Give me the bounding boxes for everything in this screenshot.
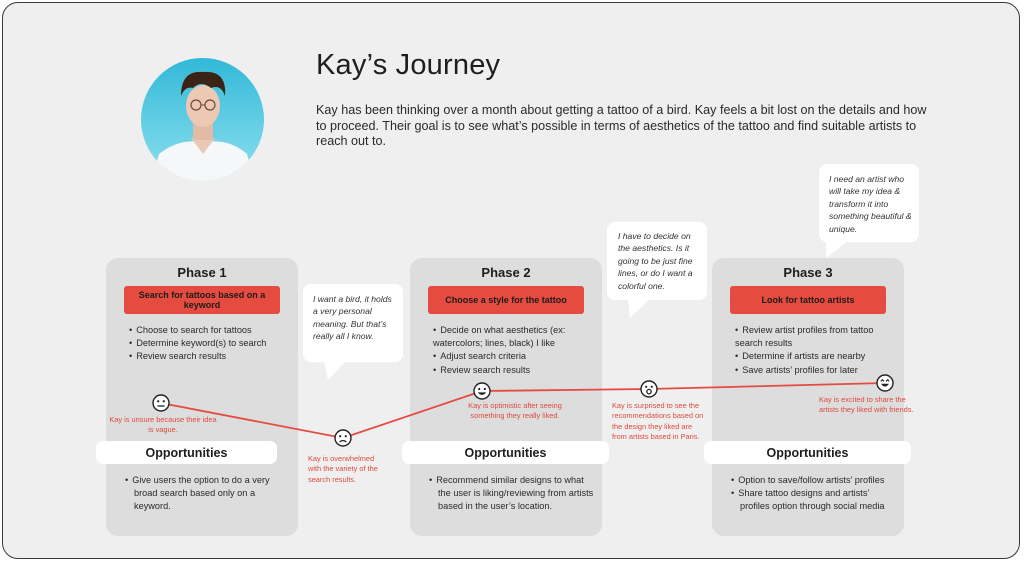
neutral-face-icon bbox=[152, 394, 170, 412]
list-item: • Adjust search criteria bbox=[433, 350, 593, 363]
phase-title: Phase 2 bbox=[481, 265, 531, 280]
list-item: • Review search results bbox=[433, 364, 593, 377]
phase-goal: Search for tattoos based on a keyword bbox=[124, 286, 280, 314]
list-item: • Save artists’ profiles for later bbox=[735, 364, 897, 377]
page-title: Kay’s Journey bbox=[316, 49, 501, 81]
emotion-note: Kay is surprised to see the recommendations based on the design they liked are from artists based in Paris. bbox=[612, 401, 704, 442]
phase-title: Phase 3 bbox=[783, 265, 833, 280]
quote-text: I have to decide on the aesthetics. Is it going to be just fine lines, or do I want a colorful one. bbox=[618, 231, 693, 291]
list-item: • Recommend similar designs to what the user is liking/reviewing from artists based in the user’s location. bbox=[429, 474, 594, 514]
quote-text: I need an artist who will take my idea & transform it into something beautiful & unique. bbox=[829, 174, 912, 234]
list-item: • Choose to search for tattoos bbox=[129, 324, 289, 337]
list-item: • Review artist profiles from tattoo search results bbox=[735, 324, 897, 350]
happy-face-icon bbox=[473, 382, 491, 400]
surprised-face-icon bbox=[640, 380, 658, 398]
phase-goal: Look for tattoo artists bbox=[730, 286, 886, 314]
excited-face-icon bbox=[876, 374, 894, 392]
journey-map-board bbox=[2, 2, 1020, 559]
emotion-note: Kay is overwhelmed with the variety of the search results. bbox=[308, 454, 378, 484]
persona-description: Kay has been thinking over a month about getting a tattoo of a bird. Kay feels a bit lost on the details and how to proceed. Their goal is to see what’s possible in terms of aesthetics of the tattoo and find suitable artists to reach out to. bbox=[316, 103, 927, 149]
list-item: • Review search results bbox=[129, 350, 289, 363]
list-item: • Option to save/follow artists’ profiles bbox=[731, 474, 899, 487]
phase-title: Phase 1 bbox=[177, 265, 227, 280]
list-item: • Give users the option to do a very broad search based only on a keyword. bbox=[125, 474, 290, 514]
list-item: • Decide on what aesthetics (ex: watercolors; lines, black) I like bbox=[433, 324, 593, 350]
list-item: • Determine if artists are nearby bbox=[735, 350, 897, 363]
emotion-note: Kay is optimistic after seeing something they really liked. bbox=[468, 401, 562, 421]
phase-goal: Choose a style for the tattoo bbox=[428, 286, 584, 314]
emotion-note: Kay is unsure because their idea is vague. bbox=[109, 415, 217, 435]
list-item: • Determine keyword(s) to search bbox=[129, 337, 289, 350]
opportunities-header: Opportunities bbox=[96, 441, 277, 464]
quote-text: I want a bird, it holds a very personal meaning. But that’s really all I know. bbox=[313, 294, 392, 342]
opportunities-header: Opportunities bbox=[402, 441, 609, 464]
emotion-curve bbox=[3, 3, 1020, 559]
sad-face-icon bbox=[334, 429, 352, 447]
emotion-note: Kay is excited to share the artists they liked with friends. bbox=[819, 395, 914, 415]
list-item: • Share tattoo designs and artists’ profiles option through social media bbox=[731, 487, 899, 513]
opportunities-header: Opportunities bbox=[704, 441, 911, 464]
